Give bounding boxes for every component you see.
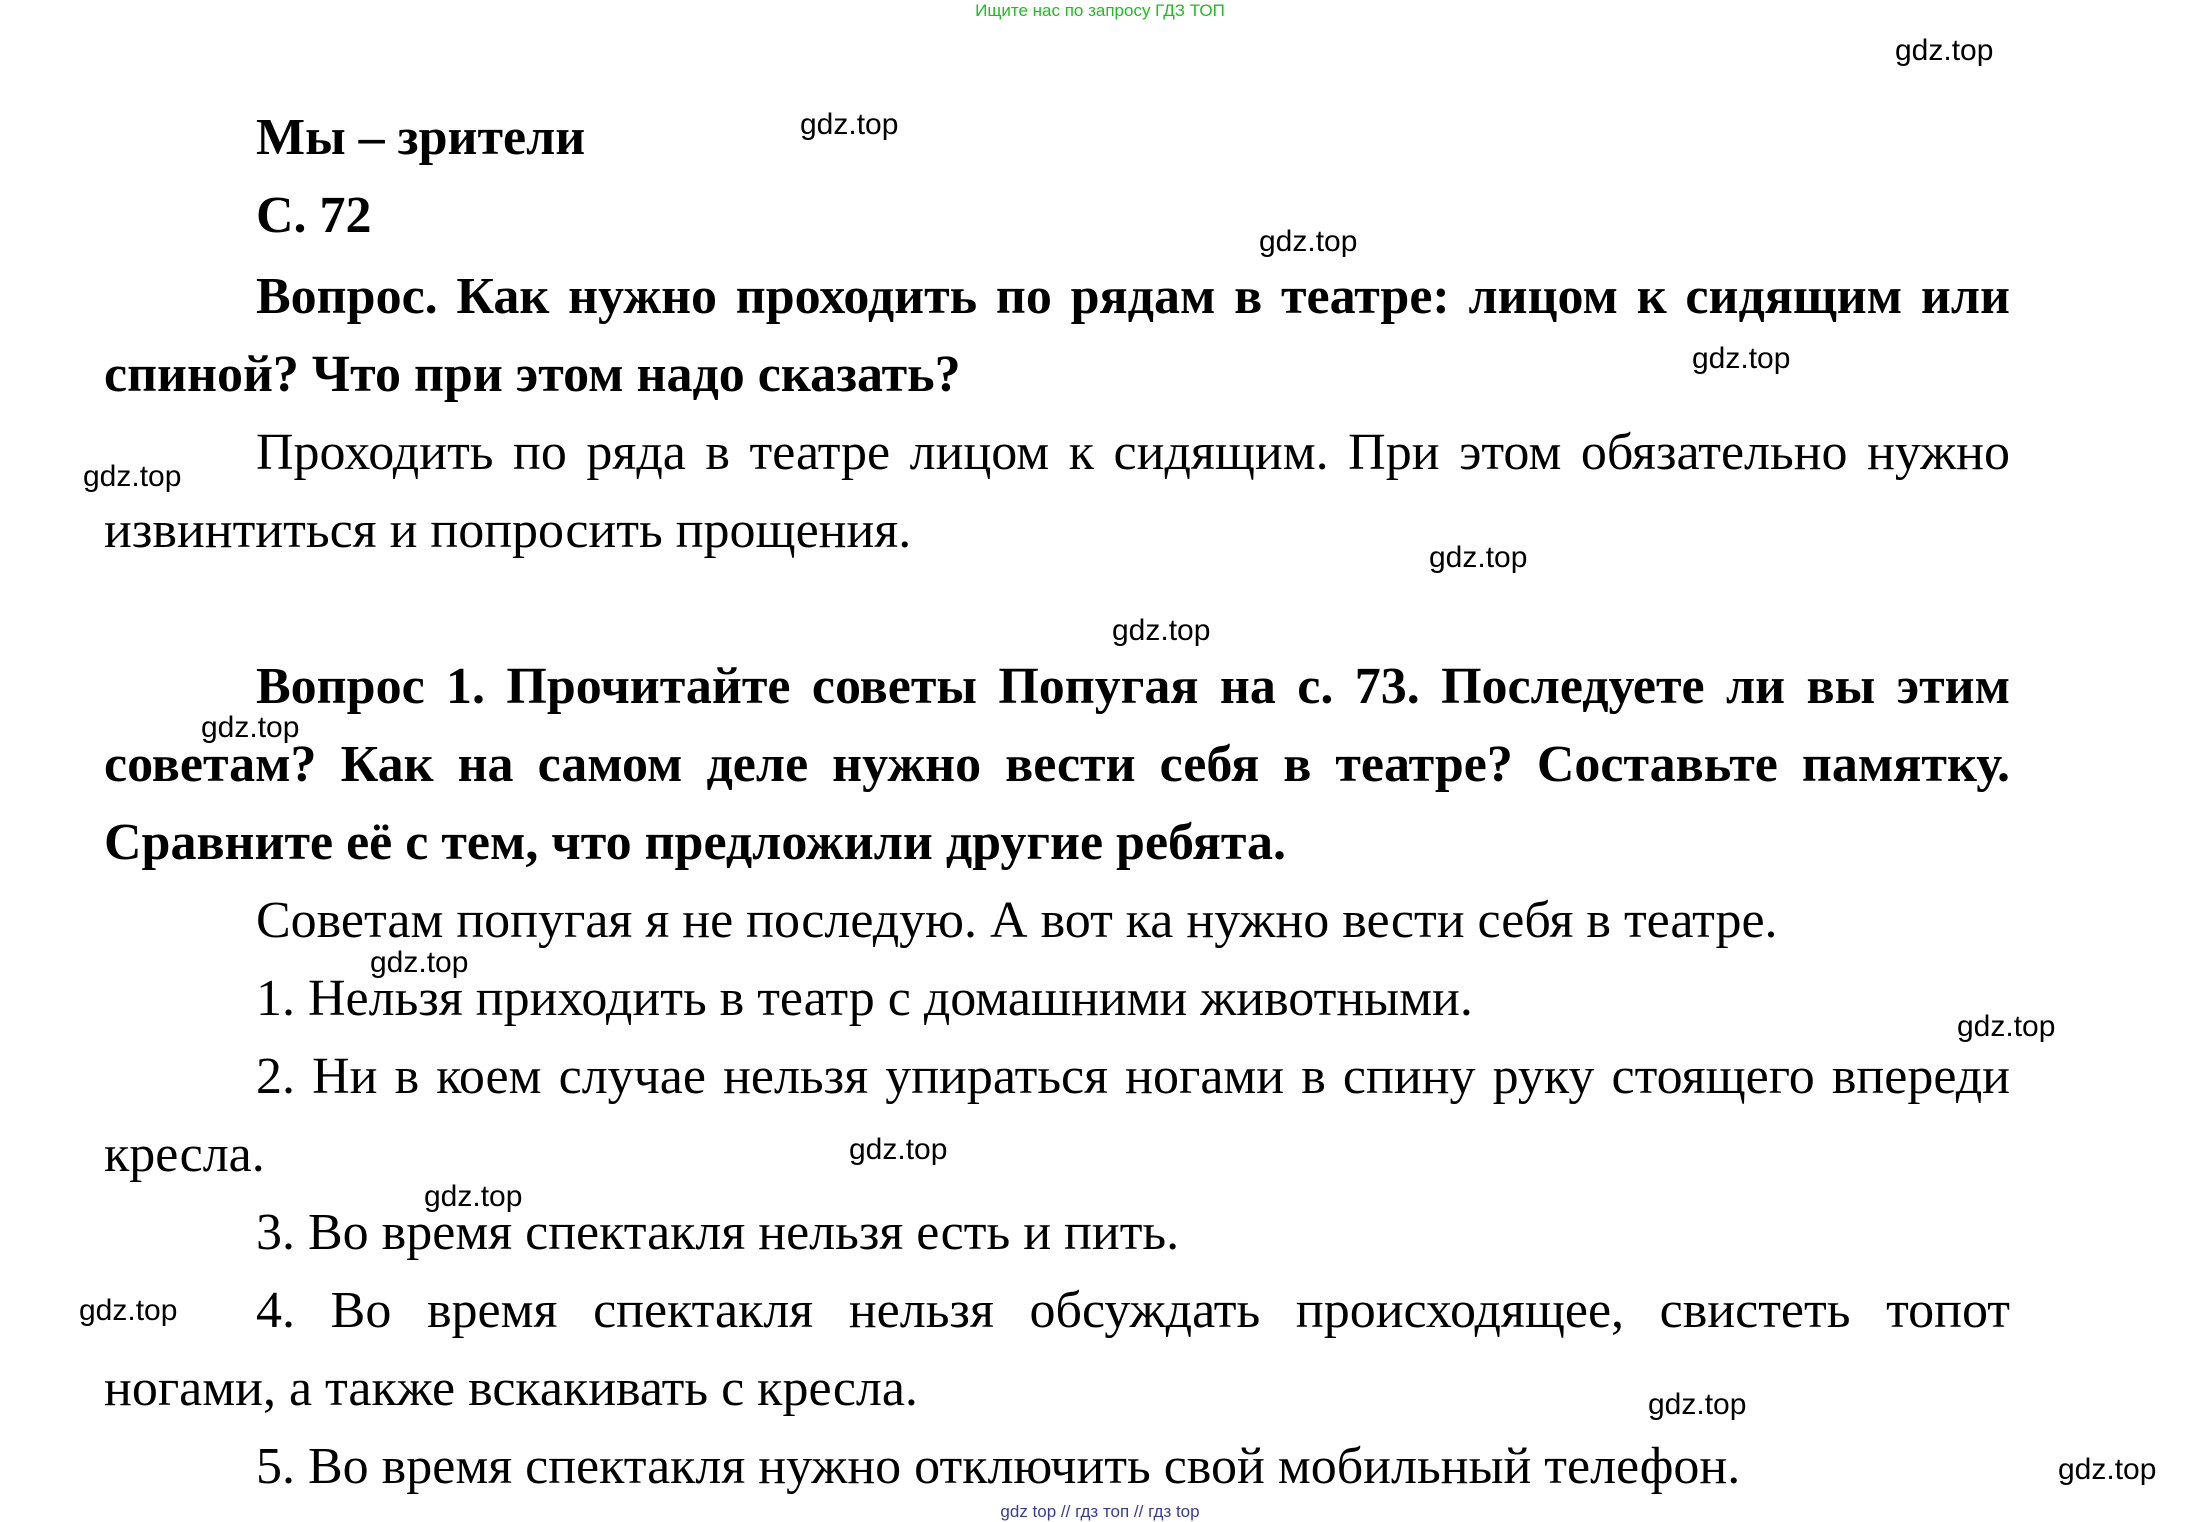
rule-item: 4. Во время спектакля нельзя обсуждать происходящее, свистеть топот ногами, а также вскакивать с кресла. [104,1282,2010,1417]
rule-item: 3. Во время спектакля нельзя есть и пить. [256,1204,1180,1261]
watermark: gdz.top [849,1133,948,1166]
watermark: gdz.top [800,108,899,141]
watermark: gdz.top [1957,1010,2056,1043]
rule-item: 2. Ни в коем случае нельзя упираться ногами в спину руку стоящего впереди кресла. [104,1048,2010,1183]
watermark: gdz.top [370,946,469,979]
answer-0: Проходить по ряда в театре лицом к сидящим. При этом обязательно нужно извинтиться и попросить прощения. [104,424,2010,559]
watermark: gdz.top [83,460,182,493]
watermark: gdz.top [1692,342,1791,375]
watermark: gdz.top [1112,614,1211,647]
footer-links[interactable]: gdz top // гдз топ // гдз top [1000,1502,1200,1521]
watermark: gdz.top [201,711,300,744]
watermark: gdz.top [1429,541,1528,574]
question-0: Вопрос. Как нужно проходить по рядам в театре: лицом к сидящим или спиной? Что при этом надо сказать? [104,268,2010,403]
page-title: Мы – зрители [256,109,586,166]
rule-item: 1. Нельзя приходить в театр с домашними животными. [256,970,1473,1027]
top-banner[interactable]: Ищите нас по запросу ГДЗ ТОП [975,1,1225,20]
watermark: gdz.top [1259,225,1358,258]
rule-item: 5. Во время спектакля нужно отключить свой мобильный телефон. [256,1438,1741,1495]
question-1: Вопрос 1. Прочитайте советы Попугая на с. 73. Последуете ли вы этим советам? Как на самом деле нужно вести себя в театре? Составьте памятку. Сравните её с тем, что предложили другие ребята. [104,658,2010,871]
watermark: gdz.top [1895,34,1994,67]
watermark: gdz.top [424,1180,523,1213]
watermark: gdz.top [79,1294,178,1327]
answer-1-intro: Советам попугая я не последую. А вот ка нужно вести себя в театре. [256,892,1778,949]
page-reference: С. 72 [256,187,372,244]
watermark: gdz.top [2058,1453,2157,1486]
watermark: gdz.top [1648,1388,1747,1421]
